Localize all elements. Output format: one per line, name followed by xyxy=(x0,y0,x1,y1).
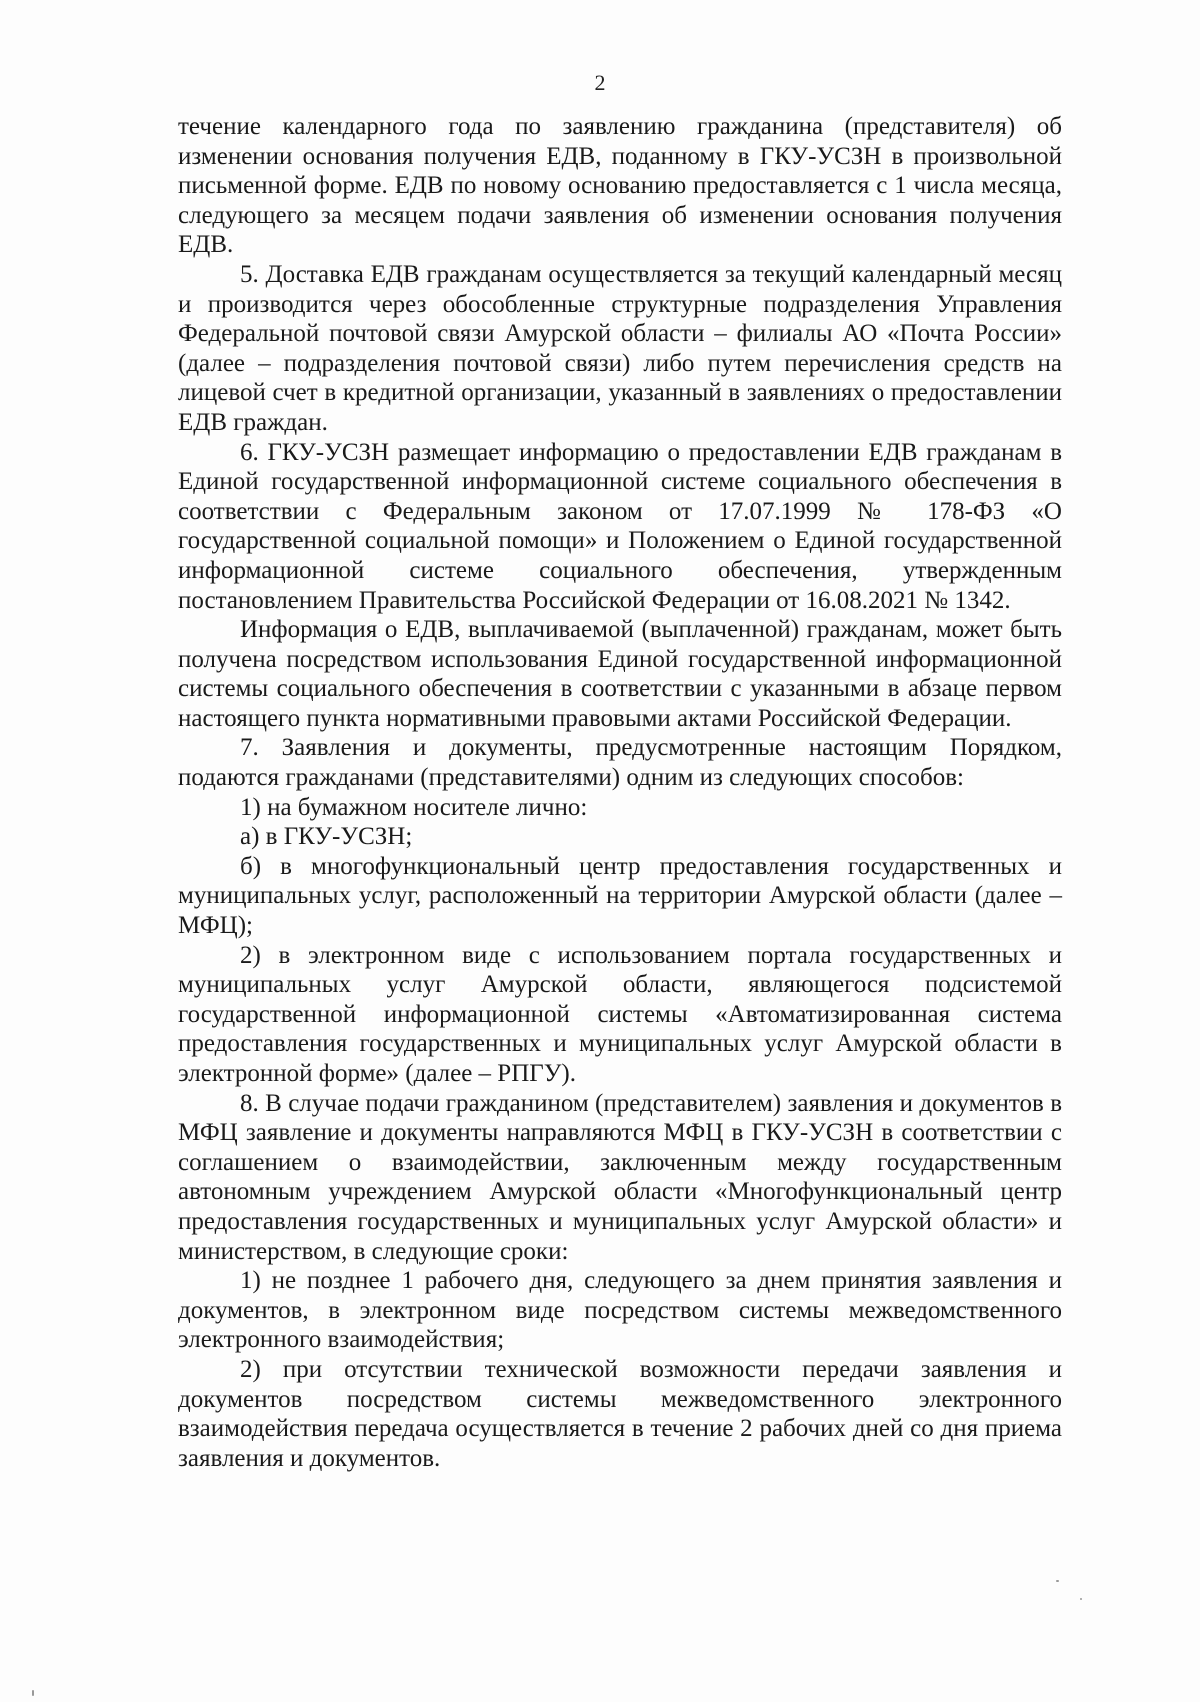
document-body xyxy=(178,112,1062,1473)
paragraph-item-7-2: 2) в электронном виде с использованием портала государственных и муниципальных услуг Амурской области, являющегося подсистемой государственной информационной системы «Автоматизированная система предоставления государственных и муниципальных услуг Амурской области в электронной форме» (далее – РПГУ). xyxy=(178,941,1062,1087)
page-number: 2 xyxy=(594,70,606,95)
paragraph-continuation: течение календарного года по заявлению гражданина (представителя) об изменении основания получения ЕДВ, поданному в ГКУ-УСЗН в произвольной письменной форме. ЕДВ по новому основанию предоставляется с 1 числа месяца, следующего за месяцем подачи заявления об изменении основания получения ЕДВ. xyxy=(178,113,1062,259)
paragraph-item-5: 5. Доставка ЕДВ гражданам осуществляется за текущий календарный месяц и производится через обособленные структурные подразделения Управления Федеральной почтовой связи Амурской области – филиалы АО «Почта России» (далее – подразделения почтовой связи) либо путем перечисления средств на лицевой счет в кредитной организации, указанный в заявлениях о предоставлении ЕДВ граждан. xyxy=(178,260,1062,436)
paragraph-item-6: 6. ГКУ-УСЗН размещает информацию о предоставлении ЕДВ гражданам в Единой государственной информационной системе социального обеспечения в соответствии с Федеральным законом от 17.07.1999 № 178-ФЗ «О государственной социальной помощи» и Положением о Единой государственной информационной системе социального обеспечения, утвержденным постановлением Правительства Российской Федерации от 16.08.2021 № 1342. xyxy=(178,438,1062,614)
paragraph-item-7-1: 1) на бумажном носителе лично: xyxy=(240,793,588,821)
paragraph-item-8-2: 2) при отсутствии технической возможности передачи заявления и документов посредством системы межведомственного электронного взаимодействия передача осуществляется в течение 2 рабочих дней со дня приема заявления и документов. xyxy=(178,1355,1062,1472)
paragraph-item-6-info: Информация о ЕДВ, выплачиваемой (выплаченной) гражданам, может быть получена посредством использования Единой государственной информационной системы социального обеспечения в соответствии с указанными в абзаце первом настоящего пункта нормативными правовыми актами Российской Федерации. xyxy=(178,616,1062,732)
scan-speck xyxy=(32,1690,34,1696)
scan-speck xyxy=(1056,1580,1059,1582)
paragraph-item-7-1-a: а) в ГКУ-УСЗН; xyxy=(240,823,413,851)
paragraph-item-8-1: 1) не позднее 1 рабочего дня, следующего за днем принятия заявления и документов, в электронном виде посредством системы межведомственного электронного взаимодействия; xyxy=(178,1267,1062,1354)
paragraph-item-7-1-b: б) в многофункциональный центр предоставления государственных и муниципальных услуг, расположенный на территории Амурской области (далее – МФЦ); xyxy=(178,852,1062,940)
paragraph-item-8: 8. В случае подачи гражданином (представителем) заявления и документов в МФЦ заявление и документы направляются МФЦ в ГКУ-УСЗН в соответствии с соглашением о взаимодействии, заключенным между государственным автономным учреждением Амурской области «Многофункциональный центр предоставления государственных и муниципальных услуг Амурской области» и министерством, в следующие сроки: xyxy=(178,1089,1062,1265)
scan-speck xyxy=(1080,1598,1082,1600)
paragraph-item-7: 7. Заявления и документы, предусмотренные настоящим Порядком, подаются гражданами (представителями) одним из следующих способов: xyxy=(178,734,1062,792)
